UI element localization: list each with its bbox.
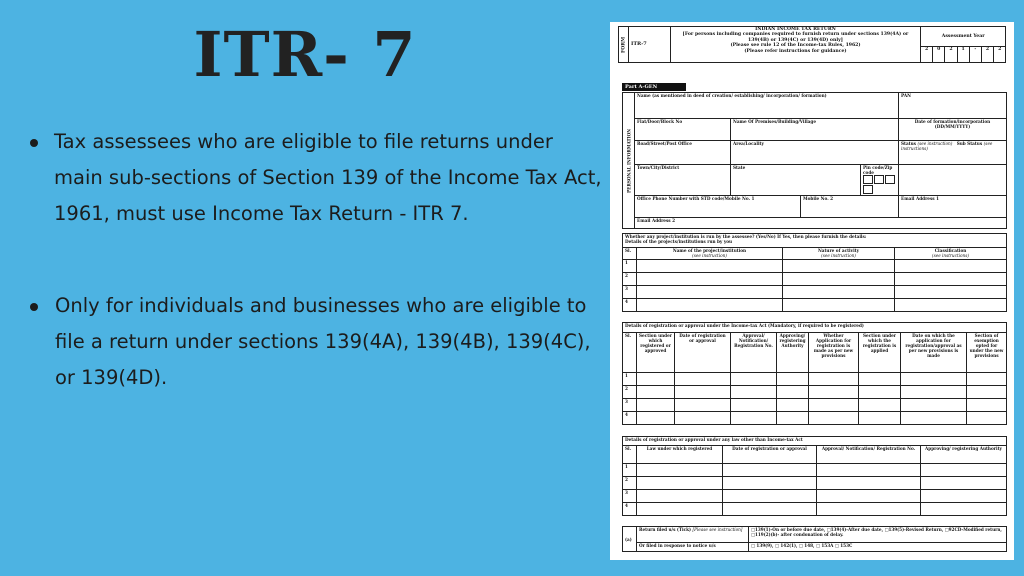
date-formation-label: Date of formation/incorporation (DD/MM/YYYY) [899,119,1007,141]
col-header: Section of exemption opted for under the new provisions [967,333,1007,373]
ay-digit: 2 [994,47,1006,63]
personal-info-table [622,92,1007,229]
project-question: Whether any project/institution is run by the assessee? (Yes/No) If Yes, then please furnish the details: Details of the projects/institutions run by you [623,234,1007,248]
col-header: Section under which registered or approved [637,333,675,373]
form-label: FORM [619,27,629,63]
email2-label: Email Address 2 [635,218,1007,229]
state-label: State [731,165,861,196]
name-label: Name (as mentioned in deed of creation/ establishing/ incorporation/ formation) [635,93,899,119]
mobile2-label: Mobile No. 2 [801,196,899,218]
phone-label: Office Phone Number with STD code/Mobile No. 1 [635,196,801,218]
registration-table [622,322,1007,425]
row-number: 4 [623,412,637,425]
col-header: Approving/ registering Authority [921,446,1007,464]
row-number: 3 [623,490,637,503]
email1-label: Email Address 1 [899,196,1007,218]
col-header: Whether Application for registration is made as per new provisions [809,333,859,373]
ay-digit: - [969,47,981,63]
col-header: Nature of activity (see instruction) [783,248,895,260]
col-header: Date on which the application for registration/approval as per new provisions is made [901,333,967,373]
flat-label: Flat/Door/Block No [635,119,731,141]
itr7-form-image [610,22,1014,560]
row-number: 2 [623,477,637,490]
filing-row-label: (a) [623,527,637,552]
other-registration-table [622,436,1007,516]
col-header: Sl. [623,333,637,373]
assessment-year-label: Assessment Year [921,27,1006,47]
notice-options: □ 139(9), □ 142(1), □ 148, □ 153A □ 153C [749,543,1007,552]
row-number: 3 [623,399,637,412]
pin-label: Pin code/Zip code [861,165,899,196]
ay-digit: 2 [921,47,933,63]
slide-title: ITR- 7 [193,18,417,91]
row-number: 4 [623,299,637,312]
form-name: ITR-7 [629,27,671,63]
registration-title: Details of registration or approval under the Income-tax Act (Mandatory, if required to be registered) [623,323,1007,333]
road-label: Road/Street/Post Office [635,141,731,165]
row-number: 4 [623,503,637,516]
col-header: Classification (see instructions) [895,248,1007,260]
col-header: Sl. [623,446,637,464]
col-header: Date of registration or approval [723,446,817,464]
form-heading: INDIAN INCOME TAX RETURN [For persons including companies required to furnish return under sections 139(4A) or 139(4B) or 139(4C) or 139(4D) only] (Please see rule 12 of the Income-tax Rules, 1962) (Please refer instructions for guidance) [671,27,921,63]
pan-label: PAN [899,93,1007,119]
other-registration-title: Details of registration or approval under any law other than Income-tax Act [623,437,1007,446]
ay-digit: 2 [945,47,957,63]
row-number: 1 [623,373,637,386]
bullet-item: Only for individuals and businesses who are eligible to file a return under sections 139(4A), 139(4B), 139(4C), or 139(4D). [28,288,603,396]
col-header: Approval/ Notification/ Registration No. [731,333,777,373]
personal-info-label: PERSONAL INFORMATION [623,93,635,229]
row-number: 2 [623,273,637,286]
row-number: 2 [623,386,637,399]
col-header: Law under which registered [637,446,723,464]
status-cell: Status (see instruction) Sub Status (see instructions) [899,141,1007,165]
col-header: Approving/ registering Authority [777,333,809,373]
part-label: Part A-GEN [622,83,686,91]
ay-digit: 1 [957,47,969,63]
projects-table [622,233,1007,312]
row-number: 1 [623,464,637,477]
notice-label: Or filed in response to notice u/s [637,543,749,552]
filing-options: □139(1)-On or before due date, □139(4)-After due date, □139(5)-Revised Return, □92CD-Modified return, □119(2)(b)- after condonation of delay. [749,527,1007,543]
filing-label: Return filed u/s (Tick) [Please see instruction] [637,527,749,543]
ay-digit: 0 [933,47,945,63]
filing-table [622,526,1007,552]
row-number: 3 [623,286,637,299]
col-header: Date of registration or approval [675,333,731,373]
row-number: 1 [623,260,637,273]
bullet-list [28,124,603,396]
col-header: Section under which the registration is applied [859,333,901,373]
col-header: Approval/ Notification/ Registration No. [817,446,921,464]
form-header [618,26,1006,63]
town-label: Town/City/District [635,165,731,196]
col-header: Name of the project/institution (see instruction) [637,248,783,260]
bullet-item: Tax assessees who are eligible to file returns under main sub-sections of Section 139 of the Income Tax Act, 1961, must use Income Tax Return - ITR 7. [28,124,603,232]
area-label: Area/Locality [731,141,899,165]
premises-label: Name Of Premises/Building/Village [731,119,899,141]
col-header: Sl. [623,248,637,260]
ay-digit: 2 [981,47,993,63]
